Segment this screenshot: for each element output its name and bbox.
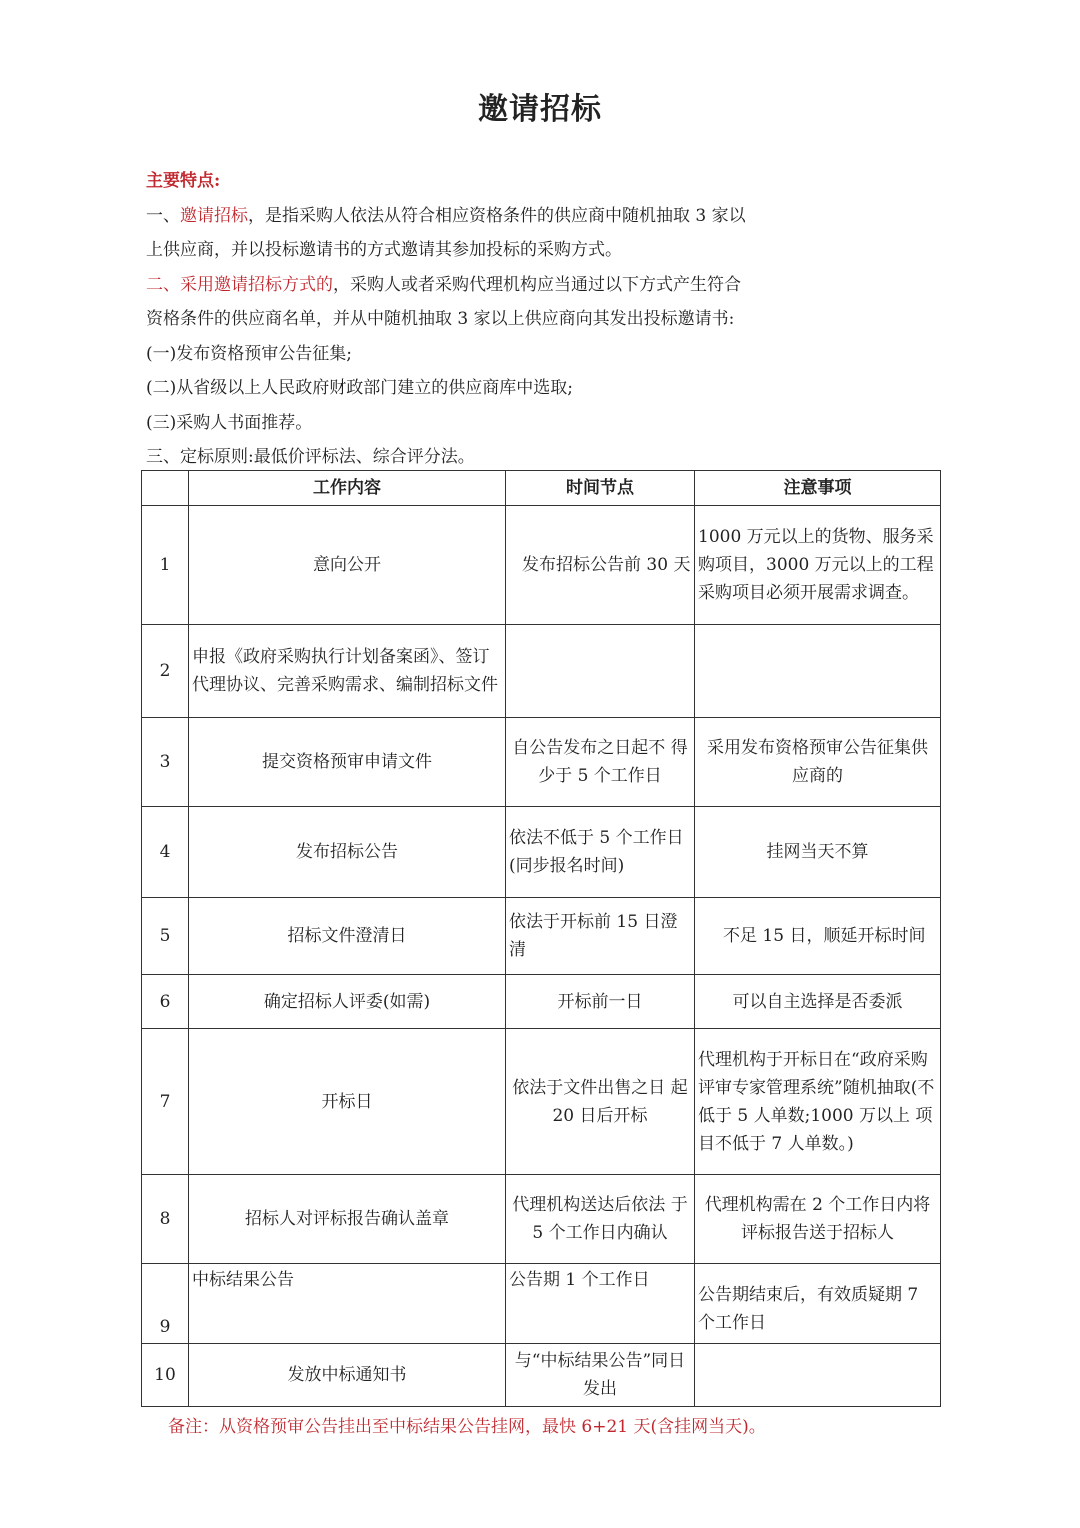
table-row [142,975,941,1029]
paragraph-1 [146,199,946,234]
header-time: 时间节点 [506,471,695,506]
process-table [141,470,941,1407]
row-note [695,1344,941,1407]
row-number: 1 [142,506,189,625]
row-time: 公告期 1 个工作日 [506,1264,695,1344]
row-note: 挂网当天不算 [695,807,941,898]
row-content: 开标日 [189,1029,506,1175]
list-item: (一)发布资格预审公告征集; [146,343,352,364]
table-row [142,1175,941,1264]
table-row [142,506,941,625]
row-content: 中标结果公告 [189,1264,506,1344]
table-row [142,807,941,898]
list-item: (三)采购人书面推荐。 [146,412,313,433]
paragraph-3: 三、定标原则:最低价评标法、综合评分法。 [146,447,475,467]
row-number: 8 [142,1175,189,1264]
row-number: 5 [142,898,189,975]
row-content: 提交资格预审申请文件 [189,718,506,807]
row-content: 招标文件澄清日 [189,898,506,975]
section-heading: 主要特点: [146,171,221,191]
p2-highlight: 采用邀请招标方式的 [180,274,333,295]
row-number: 9 [142,1264,189,1344]
row-note: 代理机构需在 2 个工作日内将 评标报告送于招标人 [695,1175,941,1264]
row-time: 依法不低于 5 个工作日(同步报名时间) [506,807,695,898]
p1-prefix: 一、 [146,205,180,226]
paragraph-2-line-2: 资格条件的供应商名单，并从中随机抽取 3 家以上供应商向其发出投标邀请书: [146,309,735,329]
list-item: (二)从省级以上人民政府财政部门建立的供应商库中选取; [146,378,573,398]
row-time: 代理机构送达后依法 于 5 个工作日内确认 [506,1175,695,1264]
table-row [142,898,941,975]
paragraph-2 [146,268,946,303]
table-header-row [142,471,941,506]
row-note [695,625,941,718]
p1-rest: ，是指采购人依法从符合相应资格条件的供应商中随机抽取 3 家以 [248,205,746,226]
row-content: 确定招标人评委(如需) [189,975,506,1029]
row-number: 7 [142,1029,189,1175]
row-note: 采用发布资格预审公告征集供 应商的 [695,718,941,807]
row-note: 不足 15 日，顺延开标时间 [695,898,941,975]
row-number: 6 [142,975,189,1029]
p1-highlight: 邀请招标 [180,205,248,226]
row-content: 发放中标通知书 [189,1344,506,1407]
table-row [142,1344,941,1407]
p2-rest: ，采购人或者采购代理机构应当通过以下方式产生符合 [333,274,741,295]
header-content: 工作内容 [189,471,506,506]
row-content: 发布招标公告 [189,807,506,898]
header-notes: 注意事项 [695,471,941,506]
row-number: 2 [142,625,189,718]
row-time: 与“中标结果公告”同日 发出 [506,1344,695,1407]
row-note: 可以自主选择是否委派 [695,975,941,1029]
footnote: 备注：从资格预审公告挂出至中标结果公告挂网，最快 6+21 天(含挂网当天)。 [168,1417,766,1437]
table-row [142,1264,941,1344]
row-time [506,625,695,718]
row-note: 1000 万元以上的货物、服务采购项目，3000 万元以上的工程采购项目必须开展需求调查。 [695,506,941,625]
row-content: 意向公开 [189,506,506,625]
row-note: 代理机构于开标日在“政府采购 评审专家管理系统”随机抽取(不低于 5 人单数;1000 万以上 项目不低于 7 人单数。) [695,1029,941,1175]
row-content: 申报《政府采购执行计划备案函》、签订 代理协议、完善采购需求、编制招标文件 [189,625,506,718]
header-number [142,471,189,506]
row-note: 公告期结束后，有效质疑期 7 个工作日 [695,1264,941,1344]
row-time: 发布招标公告前 30 天 [506,506,695,625]
table-row [142,625,941,718]
row-number: 3 [142,718,189,807]
page-title: 邀请招标 [478,92,602,127]
row-number: 10 [142,1344,189,1407]
intro-section [146,164,946,475]
row-time: 依法于开标前 15 日澄清 [506,898,695,975]
row-time: 自公告发布之日起不 得少于 5 个工作日 [506,718,695,807]
p2-prefix: 二、 [146,274,180,295]
row-number: 4 [142,807,189,898]
row-time: 依法于文件出售之日 起20 日后开标 [506,1029,695,1175]
row-content: 招标人对评标报告确认盖章 [189,1175,506,1264]
row-time: 开标前一日 [506,975,695,1029]
table-row [142,718,941,807]
table-row [142,1029,941,1175]
paragraph-1-line-2: 上供应商，并以投标邀请书的方式邀请其参加投标的采购方式。 [146,240,622,260]
